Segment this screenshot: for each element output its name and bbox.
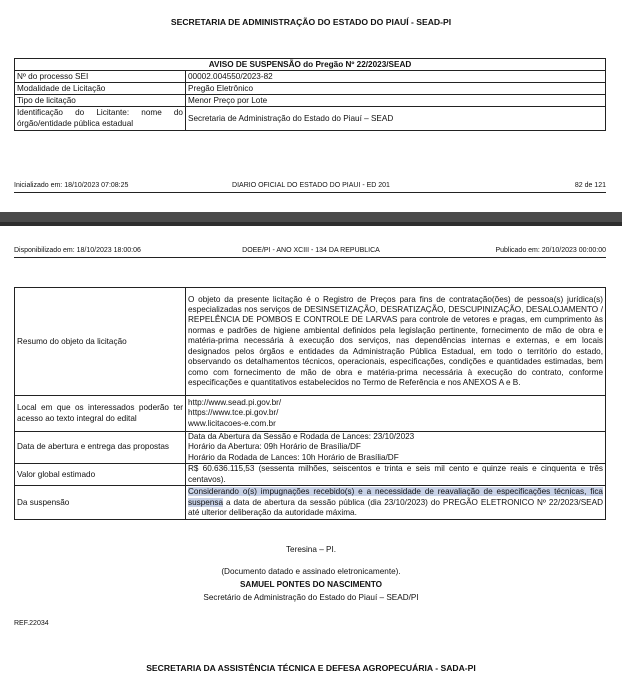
row-value: O objeto da presente licitação é o Registro de Preços para fins de contratação(ões) de pessoa(s) jurídica(s) especializadas nos serviços de DESINSETIZAÇÃO, DESRATIZAÇÃO, DESCUPINIZAÇÃO, DESALOJAMENTO / REPELÊNCIA DE POMBOS E CONTROLE DE LARVAS para controle de vetores e pragas, em cumprimento às normas e padrões de higiene ambiental definidos pela legislação pertinente, fornecimento de mão de obra e matéria-prima necessária à execução dos serviços, nas dependências internas e externas, e em locais designados pelos órgãos e entidades da Administração Pública Estadual, em todo o território do estado, observando os detalhamentos técnicos, operacionais, especificações, condições e quantidades estimadas, bem como com fornecimento de mão de obra e matéria-prima necessária à execução do contrato, conforme especificações e quantitativos estabelecidos no Termo de Referência e nos ANEXOS A e B. <box>186 288 606 396</box>
link-licitacoes[interactable]: www.licitacoes-e.com.br <box>188 418 276 428</box>
page2-header-rule <box>14 257 606 258</box>
row-value: Pregão Eletrônico <box>186 83 606 95</box>
suspension-text: a data de abertura da sessão pública (dia 23/10/2023) do PREGÃO ELETRONICO Nº 22/2023/SEAD até ulterior deliberação da autoridade máxima. <box>188 497 603 517</box>
row-label: Local em que os interessados poderão ter acesso ao texto integral do edital <box>15 396 186 432</box>
row-value: R$ 60.636.115,53 (sessenta milhões, seiscentos e trinta e seis mil cento e quinze reais e cinquenta e três centavos). <box>186 464 606 486</box>
row-value <box>186 396 606 432</box>
ref-code: REF.22034 <box>14 620 49 627</box>
page2-header-left: Disponibilizado em: 18/10/2023 18:00:06 <box>14 247 141 254</box>
value-line: Horário da Abertura: 09h Horário de Brasília/DF <box>188 442 361 452</box>
next-section-header: SECRETARIA DA ASSISTÊNCIA TÉCNICA E DEFESA AGROPECUÁRIA - SADA-PI <box>146 663 476 673</box>
page-separator-shadow <box>0 222 622 226</box>
details-table <box>14 287 606 520</box>
row-label: Data de abertura e entrega das propostas <box>15 432 186 464</box>
row-value <box>186 432 606 464</box>
row-value: Secretaria de Administração do Estado do Piauí – SEAD <box>186 107 606 131</box>
page1-header: SECRETARIA DE ADMINISTRAÇÃO DO ESTADO DO PIAUÍ - SEAD-PI <box>170 17 452 27</box>
link-tce[interactable]: https://www.tce.pi.gov.br/ <box>188 408 279 418</box>
row-label: Da suspensão <box>15 486 186 520</box>
page1-footer-center: DIARIO OFICIAL DO ESTADO DO PIAUI - ED 201 <box>232 182 390 189</box>
row-label: Valor global estimado <box>15 464 186 486</box>
page1-footer-left: Inicializado em: 18/10/2023 07:08:25 <box>14 182 129 189</box>
signed-note: (Documento datado e assinado eletronicamente). <box>221 567 401 576</box>
row-label: Tipo de licitação <box>15 95 186 107</box>
notice-table <box>14 58 606 131</box>
row-label: Resumo do objeto da licitação <box>15 288 186 396</box>
page1-footer-rule <box>14 192 606 193</box>
row-value: Menor Preço por Lote <box>186 95 606 107</box>
row-value: 00002.004550/2023-82 <box>186 71 606 83</box>
row-value <box>186 486 606 520</box>
place: Teresina – PI. <box>285 545 337 554</box>
value-line: Data da Abertura da Sessão e Rodada de Lances: 23/10/2023 <box>188 432 415 441</box>
row-label: Identificação do Licitante: nome do órgão/entidade pública estadual <box>15 107 186 131</box>
row-label: Modalidade de Licitação <box>15 83 186 95</box>
signer-role: Secretário de Administração do Estado do Piauí – SEAD/PI <box>203 593 419 602</box>
notice-title: AVISO DE SUSPENSÃO do Pregão Nº 22/2023/SEAD <box>15 59 606 71</box>
highlighted-text: Considerando o(s) impugnações recebido(s) e a necessidade de reavaliação de especificações técnicas, fica suspensa <box>188 487 603 507</box>
value-line: Horário da Rodada de Lances: 10h Horário de Brasília/DF <box>188 452 399 462</box>
page1-footer-right: 82 de 121 <box>574 182 606 189</box>
link-sead[interactable]: http://www.sead.pi.gov.br/ <box>188 397 282 407</box>
signer-name: SAMUEL PONTES DO NASCIMENTO <box>239 580 383 589</box>
page2-header-right: Publicado em: 20/10/2023 00:00:00 <box>495 247 606 254</box>
row-label: Nº do processo SEI <box>15 71 186 83</box>
page2-header-center: DOEE/PI - ANO XCIII - 134 DA REPUBLICA <box>242 247 380 254</box>
